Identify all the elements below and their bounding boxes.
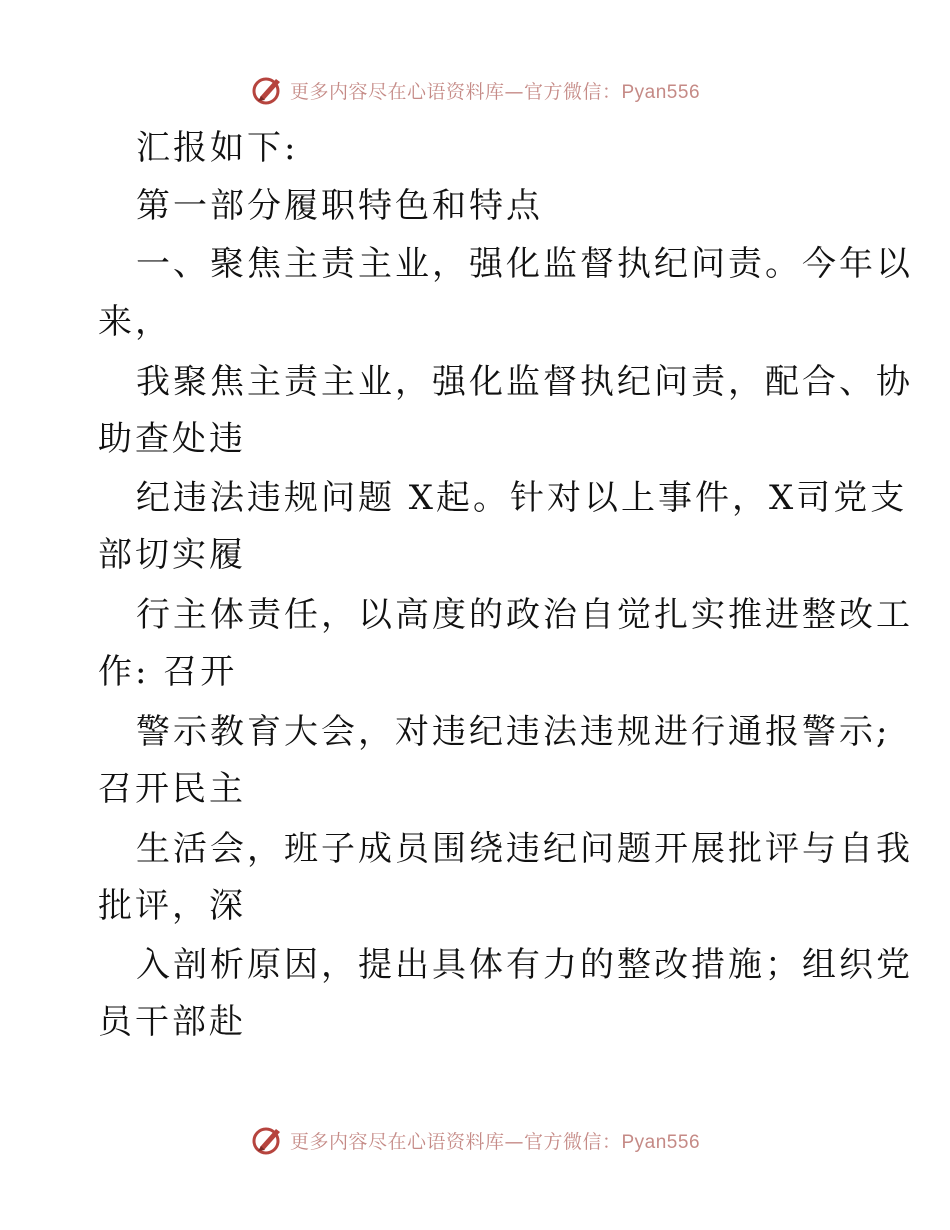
footer-watermark xyxy=(0,1120,950,1160)
text-line: 一、聚焦主责主业，强化监督执纪问责。今年以 xyxy=(136,244,913,284)
text-line: 作: 召开 xyxy=(98,652,238,692)
text-line: 警示教育大会，对违纪违法违规进行通报警示; xyxy=(136,712,891,752)
watermark-text: 更多内容尽在心语资料库—官方微信：Pyan556 xyxy=(289,80,701,103)
text-line: 第一部分履职特色和特点 xyxy=(136,186,543,226)
text-line: 纪违法违规问题 X起。针对以上事件，X司党支 xyxy=(136,478,908,518)
text-line: 汇报如下: xyxy=(136,128,299,168)
text-line: 召开民主 xyxy=(98,769,246,809)
text-line: 助查处违 xyxy=(98,419,246,459)
text-line: 行主体责任，以高度的政治自觉扎实推进整改工 xyxy=(136,595,913,635)
pen-logo-icon xyxy=(250,1123,284,1157)
header-watermark xyxy=(0,70,950,110)
text-line: 入剖析原因，提出具体有力的整改措施；组织党 xyxy=(136,945,913,985)
watermark-text: 更多内容尽在心语资料库—官方微信：Pyan556 xyxy=(289,1130,701,1153)
text-line: 员干部赴 xyxy=(98,1002,246,1042)
text-line: 来， xyxy=(98,302,172,342)
text-line: 部切实履 xyxy=(98,535,246,575)
text-line: 生活会，班子成员围绕违纪问题开展批评与自我 xyxy=(136,829,913,869)
pen-logo-icon xyxy=(250,73,284,107)
text-line: 我聚焦主责主业，强化监督执纪问责，配合、协 xyxy=(136,362,913,402)
text-line: 批评，深 xyxy=(98,886,246,926)
